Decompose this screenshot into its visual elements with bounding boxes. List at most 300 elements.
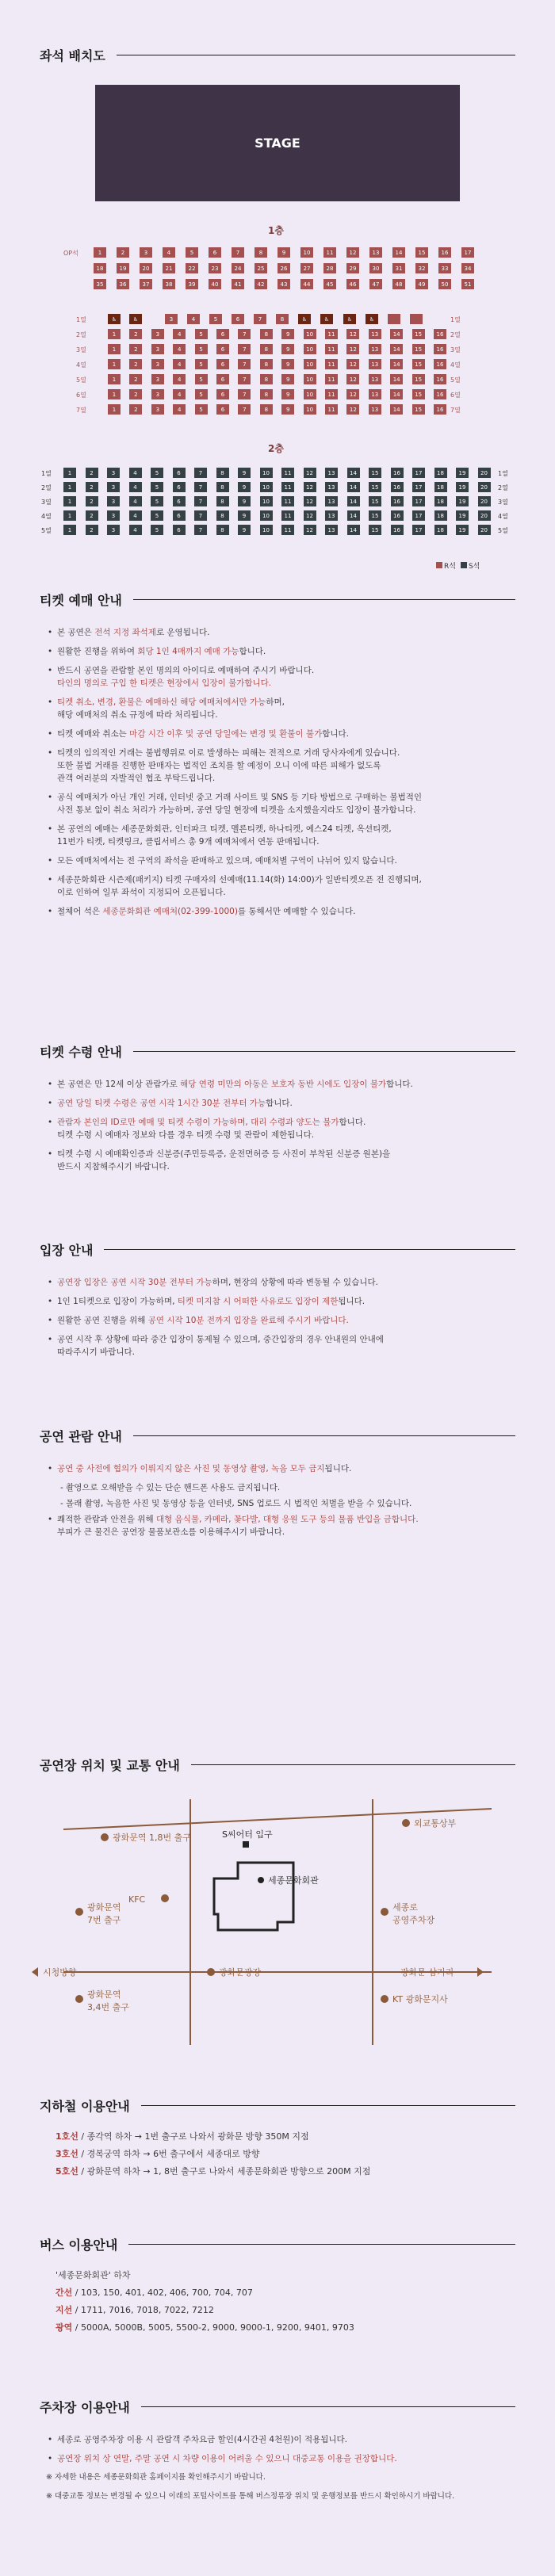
seat-2f[interactable]: 10 [260, 496, 273, 506]
seat-2f[interactable]: 12 [304, 482, 316, 492]
seat-op[interactable]: 1 [94, 247, 106, 258]
seat-1f[interactable]: 6 [216, 389, 229, 399]
seat-op[interactable]: 45 [323, 279, 336, 289]
seat-op[interactable]: 15 [415, 247, 428, 258]
seat-op[interactable]: 12 [346, 247, 359, 258]
seat-op[interactable]: 20 [140, 263, 152, 273]
seat-1f[interactable]: 5 [195, 404, 208, 415]
seat-2f[interactable]: 20 [478, 482, 491, 492]
seat-2f[interactable]: 9 [238, 482, 251, 492]
seat-1f[interactable]: 8 [260, 389, 273, 399]
row-label: 3열 [41, 499, 52, 506]
seat-op[interactable]: 28 [323, 263, 336, 273]
seat-1f[interactable]: 11 [325, 329, 338, 339]
seat-op[interactable]: 17 [461, 247, 474, 258]
seat-2f[interactable]: 17 [412, 510, 425, 521]
seat-2f[interactable]: 14 [347, 525, 360, 535]
seat-2f[interactable]: 7 [194, 482, 207, 492]
seat-2f[interactable]: 17 [412, 525, 425, 535]
seat-1f[interactable]: ♿ [343, 314, 356, 324]
seat-1f[interactable]: 16 [434, 344, 446, 354]
poi-label: KT 광화문지사 [392, 1994, 448, 2005]
floor1-label: 1층 [268, 225, 284, 236]
seat-2f[interactable]: 3 [107, 496, 120, 506]
note: ※ 대중교통 정보는 변경될 수 있으니 이래의 포털사이트를 통해 버스정류장 위치 및 운행정보를 반드시 확인하시기 바랍니다. [46, 2492, 455, 2501]
seat-2f[interactable]: 13 [325, 468, 338, 478]
seat-op[interactable]: 7 [232, 247, 244, 258]
seat-2f[interactable]: 17 [412, 482, 425, 492]
seat-op[interactable]: 35 [94, 279, 106, 289]
seat-1f[interactable]: 14 [390, 404, 403, 415]
seat-1f[interactable]: 1 [108, 389, 121, 399]
seat-2f[interactable]: 13 [325, 482, 338, 492]
seat-1f[interactable]: 8 [260, 344, 273, 354]
seat-2f[interactable]: 10 [260, 525, 273, 535]
seat-1f[interactable]: ♿ [298, 314, 311, 324]
seat-1f[interactable]: 7 [238, 359, 251, 369]
seat-1f[interactable]: 16 [434, 404, 446, 415]
list-item: • 본 공연은 만 12세 이상 관람가로 해당 연령 미만의 아동은 보호자 동반 시에도 입장이 불가합니다. [46, 1078, 498, 1091]
seat-2f[interactable]: 5 [151, 482, 163, 492]
seat-2f[interactable]: 12 [304, 468, 316, 478]
row-label: 5열 [76, 376, 86, 384]
list-item: • 티켓 수령 시 예매확인증과 신분증(주민등록증, 운전면허증 등 사진이 부착된 신분증 원본)을 반드시 지참해주시기 바랍니다. [46, 1148, 498, 1173]
seat-2f[interactable]: 16 [391, 482, 404, 492]
list-item: • 원활한 진행을 위하여 회당 1인 4매까지 예매 가능합니다. [46, 645, 498, 658]
seat-op[interactable]: 44 [300, 279, 313, 289]
seat-1f[interactable]: 12 [346, 389, 359, 399]
seat-1f[interactable]: 5 [209, 314, 222, 324]
seat-1f[interactable]: 5 [195, 389, 208, 399]
seat-1f[interactable]: ♿ [320, 314, 333, 324]
seat-1f[interactable]: 11 [325, 344, 338, 354]
seat-1f[interactable]: 2 [129, 344, 142, 354]
seat-1f[interactable]: 1 [108, 404, 121, 415]
seat-1f[interactable]: 15 [412, 404, 425, 415]
seat-2f[interactable]: 18 [434, 525, 447, 535]
seat-2f[interactable]: 3 [107, 510, 120, 521]
seat-op[interactable]: 42 [255, 279, 267, 289]
seat-2f[interactable]: 15 [369, 482, 381, 492]
poi-dot [161, 1894, 169, 1902]
seat-2f[interactable]: 2 [86, 482, 98, 492]
list-item: • 티켓의 임의적인 거래는 불법행위로 이로 발생하는 피해는 전적으로 거래 당사자에게 있습니다. 또한 불법 거래를 진행한 판매자는 법적인 조치를 할 예정이 오니 이에 따른 피해가 없도록 관객 여러분의 자발적인 협조 부탁드립니다. [46, 747, 498, 785]
seat-2f[interactable]: 14 [347, 496, 360, 506]
seat-2f[interactable]: 6 [173, 525, 186, 535]
seat-op[interactable]: 6 [209, 247, 221, 258]
seat-2f[interactable]: 5 [151, 496, 163, 506]
seat-op[interactable]: 2 [117, 247, 129, 258]
seat-1f[interactable]: 12 [346, 344, 359, 354]
seat-2f[interactable]: 14 [347, 468, 360, 478]
seat-2f[interactable]: 20 [478, 525, 491, 535]
seat-1f[interactable]: 9 [281, 344, 294, 354]
seat-1f[interactable]: 10 [304, 404, 316, 415]
list-item: • 티켓 예매와 취소는 마감 시간 이후 및 공연 당일에는 변경 및 환불이 불가합니다. [46, 728, 498, 740]
seat-2f[interactable]: 1 [63, 482, 76, 492]
seat-1f[interactable]: 4 [173, 374, 186, 384]
seat-1f[interactable]: 1 [108, 359, 121, 369]
list-item: • 공연 중 사전에 협의가 이뤄지지 않은 사진 및 동영상 촬영, 녹음 모두 금지됩니다. [46, 1462, 498, 1475]
seat-1f[interactable]: 7 [238, 404, 251, 415]
seat-1f[interactable]: 10 [304, 389, 316, 399]
seat-op[interactable]: 16 [438, 247, 451, 258]
seat-2f[interactable]: 2 [86, 510, 98, 521]
seat-1f[interactable]: 15 [412, 344, 425, 354]
seat-1f[interactable]: 2 [129, 404, 142, 415]
seat-op[interactable]: 46 [346, 279, 359, 289]
seat-op[interactable]: 39 [186, 279, 198, 289]
seat-op[interactable]: 10 [300, 247, 313, 258]
seat-1f[interactable]: 10 [304, 359, 316, 369]
seat-op[interactable]: 37 [140, 279, 152, 289]
seat-1f[interactable]: 11 [325, 359, 338, 369]
seat-1f[interactable]: 9 [281, 389, 294, 399]
seat-2f[interactable]: 11 [281, 510, 294, 521]
seat-2f[interactable]: 10 [260, 510, 273, 521]
seat-2f[interactable]: 1 [63, 525, 76, 535]
seat-2f[interactable]: 1 [63, 468, 76, 478]
seat-1f[interactable]: 6 [216, 404, 229, 415]
seat-2f[interactable]: 5 [151, 468, 163, 478]
seat-2f[interactable]: 7 [194, 468, 207, 478]
seat-1f[interactable]: 13 [369, 389, 381, 399]
seat-2f[interactable]: 2 [86, 468, 98, 478]
row-label: 5열 [498, 527, 508, 534]
seat-op[interactable]: 30 [369, 263, 382, 273]
seat-1f[interactable]: 9 [281, 359, 294, 369]
poi-dot [381, 1995, 388, 2003]
seat-2f[interactable]: 4 [129, 525, 142, 535]
seat-2f[interactable]: 2 [86, 525, 98, 535]
poi-dot [75, 1908, 83, 1916]
seat-op[interactable]: 51 [461, 279, 474, 289]
seat-2f[interactable]: 6 [173, 496, 186, 506]
seat-2f[interactable]: 18 [434, 496, 447, 506]
seat-1f[interactable]: 3 [151, 374, 164, 384]
seat-2f[interactable]: 11 [281, 496, 294, 506]
seat-1f[interactable]: ♿ [129, 314, 142, 324]
seat-1f[interactable]: 2 [129, 374, 142, 384]
seat-2f[interactable]: 6 [173, 468, 186, 478]
seat-2f[interactable]: 10 [260, 482, 273, 492]
seat-op[interactable]: 48 [392, 279, 405, 289]
note: ※ 자세한 내용은 세종문화회관 홈페이지를 확인해주시기 바랍니다. [46, 2473, 266, 2482]
seat-1f[interactable] [388, 314, 400, 324]
seat-1f[interactable]: ♿ [108, 314, 121, 324]
list-item: • 모든 예매처에서는 전 구역의 좌석을 판매하고 있으며, 예매처별 구역이 나뉘어 있지 않습니다. [46, 854, 498, 867]
seat-2f[interactable]: 12 [304, 510, 316, 521]
seat-2f[interactable]: 8 [216, 510, 229, 521]
legend-r: R석 [436, 560, 456, 571]
seat-2f[interactable]: 19 [456, 482, 469, 492]
seat-1f[interactable]: 14 [390, 329, 403, 339]
seat-1f[interactable]: 5 [195, 359, 208, 369]
gate-label: S씨어터 입구 [222, 1829, 273, 1840]
seat-1f[interactable]: 12 [346, 404, 359, 415]
seat-2f[interactable]: 9 [238, 525, 251, 535]
seat-1f[interactable]: 4 [173, 389, 186, 399]
seat-1f[interactable]: 2 [129, 389, 142, 399]
seat-1f[interactable]: 15 [412, 359, 425, 369]
seat-2f[interactable]: 8 [216, 468, 229, 478]
seat-2f[interactable]: 18 [434, 510, 447, 521]
seat-1f[interactable]: 13 [369, 374, 381, 384]
seat-op[interactable]: 3 [140, 247, 152, 258]
seat-op[interactable]: 43 [278, 279, 290, 289]
seat-2f[interactable]: 13 [325, 496, 338, 506]
bus-block [56, 2267, 354, 2337]
seat-1f[interactable]: 7 [238, 329, 251, 339]
seat-op[interactable]: 49 [415, 279, 428, 289]
seat-op[interactable]: 13 [369, 247, 382, 258]
seat-1f[interactable]: 5 [195, 329, 208, 339]
row-label: 4열 [498, 513, 508, 520]
watch-list [46, 1462, 498, 1545]
seat-1f[interactable]: 11 [325, 374, 338, 384]
seat-1f[interactable]: 4 [173, 404, 186, 415]
seat-op[interactable]: 21 [163, 263, 175, 273]
seat-1f[interactable]: 16 [434, 374, 446, 384]
seat-1f[interactable]: 1 [108, 374, 121, 384]
list-item: • 공연장 위치 상 연말, 주말 공연 시 차량 이용이 어려울 수 있으니 대중교통 이용을 권장합니다. [46, 2452, 498, 2465]
seat-2f[interactable]: 19 [456, 525, 469, 535]
seat-1f[interactable]: 13 [369, 359, 381, 369]
seat-1f[interactable]: 10 [304, 329, 316, 339]
seat-1f[interactable]: 14 [390, 359, 403, 369]
seat-2f[interactable]: 4 [129, 468, 142, 478]
seat-op[interactable]: 34 [461, 263, 474, 273]
seat-1f[interactable]: 13 [369, 404, 381, 415]
seat-2f[interactable]: 11 [281, 525, 294, 535]
seat-2f[interactable]: 20 [478, 496, 491, 506]
seat-1f[interactable]: 15 [412, 374, 425, 384]
seat-1f[interactable]: 4 [173, 359, 186, 369]
seat-op[interactable]: 9 [278, 247, 290, 258]
seat-op[interactable]: 36 [117, 279, 129, 289]
seat-2f[interactable]: 8 [216, 525, 229, 535]
seat-1f[interactable]: 14 [390, 344, 403, 354]
seat-2f[interactable]: 14 [347, 482, 360, 492]
seat-2f[interactable]: 16 [391, 510, 404, 521]
seat-1f[interactable]: 3 [151, 404, 164, 415]
seat-op[interactable]: 40 [209, 279, 221, 289]
poi-label: 세종로 [392, 1902, 418, 1913]
poi-dot [75, 1995, 83, 2003]
seat-1f[interactable]: 6 [216, 374, 229, 384]
seat-1f[interactable]: 12 [346, 359, 359, 369]
poi-label: 3,4번 출구 [87, 2002, 129, 2012]
seat-1f[interactable]: 15 [412, 389, 425, 399]
seat-1f[interactable]: 6 [232, 314, 244, 324]
seat-1f[interactable]: 8 [260, 359, 273, 369]
seat-2f[interactable]: 11 [281, 468, 294, 478]
row-label: 4열 [76, 361, 86, 369]
seat-1f[interactable]: 7 [238, 389, 251, 399]
seat-2f[interactable]: 8 [216, 482, 229, 492]
seat-op[interactable]: 19 [117, 263, 129, 273]
seat-2f[interactable]: 6 [173, 482, 186, 492]
seat-2f[interactable]: 15 [369, 468, 381, 478]
seat-2f[interactable]: 4 [129, 510, 142, 521]
seat-op[interactable]: 4 [163, 247, 175, 258]
seat-op[interactable]: 26 [278, 263, 290, 273]
list-item: • 반드시 공연을 관람할 본인 명의의 아이디로 예매하여 주시기 바랍니다. 타인의 명의로 구입 한 티켓은 현장에서 입장이 불가합니다. [46, 664, 498, 690]
seat-1f[interactable]: 10 [304, 344, 316, 354]
seat-2f[interactable]: 2 [86, 496, 98, 506]
seat-2f[interactable]: 11 [281, 482, 294, 492]
seat-1f[interactable]: 11 [325, 404, 338, 415]
seat-1f[interactable]: 2 [129, 329, 142, 339]
seat-1f[interactable]: 8 [260, 404, 273, 415]
seat-op[interactable]: 23 [209, 263, 221, 273]
seat-2f[interactable]: 10 [260, 468, 273, 478]
seat-2f[interactable]: 16 [391, 525, 404, 535]
seat-1f[interactable]: 13 [369, 329, 381, 339]
seat-1f[interactable]: 5 [195, 344, 208, 354]
row-label: 5열 [450, 376, 461, 384]
seat-1f[interactable]: 6 [216, 329, 229, 339]
seat-1f[interactable]: 3 [151, 359, 164, 369]
seat-2f[interactable]: 3 [107, 468, 120, 478]
seat-2f[interactable]: 19 [456, 510, 469, 521]
seat-2f[interactable]: 6 [173, 510, 186, 521]
seat-1f[interactable]: 14 [390, 389, 403, 399]
seat-2f[interactable]: 9 [238, 468, 251, 478]
seat-1f[interactable]: 15 [412, 329, 425, 339]
seat-2f[interactable]: 9 [238, 510, 251, 521]
seat-1f[interactable]: ♿ [366, 314, 378, 324]
seat-1f[interactable]: 7 [254, 314, 266, 324]
arrow-left-icon [32, 1967, 38, 1977]
seat-2f[interactable]: 13 [325, 510, 338, 521]
seat-1f[interactable]: 10 [304, 374, 316, 384]
seat-1f[interactable]: 3 [165, 314, 178, 324]
seat-2f[interactable]: 7 [194, 496, 207, 506]
seat-1f[interactable]: 2 [129, 359, 142, 369]
seat-op[interactable]: 27 [300, 263, 313, 273]
seat-2f[interactable]: 5 [151, 525, 163, 535]
seat-1f[interactable]: 5 [195, 374, 208, 384]
seat-1f[interactable]: 16 [434, 329, 446, 339]
seat-2f[interactable]: 4 [129, 482, 142, 492]
seat-2f[interactable]: 13 [325, 525, 338, 535]
seat-2f[interactable]: 17 [412, 468, 425, 478]
seat-1f[interactable]: 7 [238, 344, 251, 354]
seat-2f[interactable]: 19 [456, 468, 469, 478]
seat-2f[interactable]: 3 [107, 482, 120, 492]
seat-2f[interactable]: 15 [369, 525, 381, 535]
seat-op[interactable]: 41 [232, 279, 244, 289]
sub-item: - 촬영으로 오해받을 수 있는 단순 핸드폰 사용도 금지됩니다. [60, 1483, 281, 1492]
seat-2f[interactable]: 15 [369, 496, 381, 506]
row-label: 2열 [41, 484, 52, 491]
seat-1f[interactable]: 4 [173, 329, 186, 339]
seat-1f[interactable]: 6 [216, 359, 229, 369]
seat-1f[interactable]: 12 [346, 374, 359, 384]
seat-1f[interactable]: 6 [216, 344, 229, 354]
seat-2f[interactable]: 15 [369, 510, 381, 521]
seat-2f[interactable]: 12 [304, 496, 316, 506]
seat-op[interactable]: 11 [323, 247, 336, 258]
seat-2f[interactable]: 7 [194, 525, 207, 535]
seat-op[interactable]: 31 [392, 263, 405, 273]
seat-2f[interactable]: 8 [216, 496, 229, 506]
seat-op[interactable]: 18 [94, 263, 106, 273]
seat-op[interactable]: 14 [392, 247, 405, 258]
seat-op[interactable]: 29 [346, 263, 359, 273]
seat-2f[interactable]: 20 [478, 510, 491, 521]
seat-op[interactable]: 25 [255, 263, 267, 273]
seat-2f[interactable]: 18 [434, 468, 447, 478]
seat-1f[interactable] [410, 314, 423, 324]
list-item: • 관람자 본인의 ID로만 예매 및 티켓 수령이 가능하며, 대리 수령과 양도는 불가합니다. 티켓 수령 시 예매자 정보와 다를 경우 티켓 수령 및 관람이 제한됩니다. [46, 1116, 498, 1141]
poi-dot [381, 1908, 388, 1916]
seat-op[interactable]: 5 [186, 247, 198, 258]
list-item: • 공연장 입장은 공연 시작 30분 전부터 가능하며, 현장의 상황에 따라 변동될 수 있습니다. [46, 1276, 498, 1289]
seat-2f[interactable]: 12 [304, 525, 316, 535]
seat-2f[interactable]: 16 [391, 496, 404, 506]
seat-1f[interactable]: 9 [281, 404, 294, 415]
ticket-list [46, 626, 498, 924]
seat-op[interactable]: 38 [163, 279, 175, 289]
seat-2f[interactable]: 3 [107, 525, 120, 535]
seat-1f[interactable]: 16 [434, 389, 446, 399]
seat-op[interactable]: 24 [232, 263, 244, 273]
seat-2f[interactable]: 14 [347, 510, 360, 521]
list-item: • 세종로 공영주차장 이용 시 관람객 주차요금 할인(4시간권 4천원)이 적용됩니다. [46, 2433, 498, 2446]
subway-line: 3호선 / 경복궁역 하차 → 6번 출구에서 세종대로 방향 [56, 2149, 260, 2159]
seat-1f[interactable]: 11 [325, 389, 338, 399]
seat-2f[interactable]: 19 [456, 496, 469, 506]
seat-1f[interactable]: 1 [108, 329, 121, 339]
seat-1f[interactable]: 7 [238, 374, 251, 384]
seat-1f[interactable]: 3 [151, 344, 164, 354]
seat-1f[interactable]: 16 [434, 359, 446, 369]
seat-op[interactable]: 32 [415, 263, 428, 273]
seat-1f[interactable]: 14 [390, 374, 403, 384]
seat-2f[interactable]: 4 [129, 496, 142, 506]
seat-1f[interactable]: 8 [260, 329, 273, 339]
seat-1f[interactable]: 12 [346, 329, 359, 339]
seat-1f[interactable]: 9 [281, 329, 294, 339]
seat-op[interactable]: 33 [438, 263, 451, 273]
seat-op[interactable]: 50 [438, 279, 451, 289]
seat-2f[interactable]: 1 [63, 510, 76, 521]
seat-1f[interactable]: 3 [151, 329, 164, 339]
row-label: 3열 [76, 346, 86, 354]
seat-1f[interactable]: 8 [276, 314, 289, 324]
seat-2f[interactable]: 17 [412, 496, 425, 506]
seat-2f[interactable]: 18 [434, 482, 447, 492]
seat-1f[interactable]: 9 [281, 374, 294, 384]
seat-1f[interactable]: 8 [260, 374, 273, 384]
seat-1f[interactable]: 3 [151, 389, 164, 399]
seat-2f[interactable]: 1 [63, 496, 76, 506]
seat-2f[interactable]: 7 [194, 510, 207, 521]
seat-1f[interactable]: 13 [369, 344, 381, 354]
seat-2f[interactable]: 5 [151, 510, 163, 521]
seat-2f[interactable]: 20 [478, 468, 491, 478]
seat-1f[interactable]: 1 [108, 344, 121, 354]
seat-op[interactable]: 47 [369, 279, 382, 289]
seat-1f[interactable]: 4 [173, 344, 186, 354]
seat-1f[interactable]: 4 [187, 314, 200, 324]
seat-op[interactable]: 8 [255, 247, 267, 258]
seat-2f[interactable]: 16 [391, 468, 404, 478]
seat-op[interactable]: 22 [186, 263, 198, 273]
seat-2f[interactable]: 9 [238, 496, 251, 506]
